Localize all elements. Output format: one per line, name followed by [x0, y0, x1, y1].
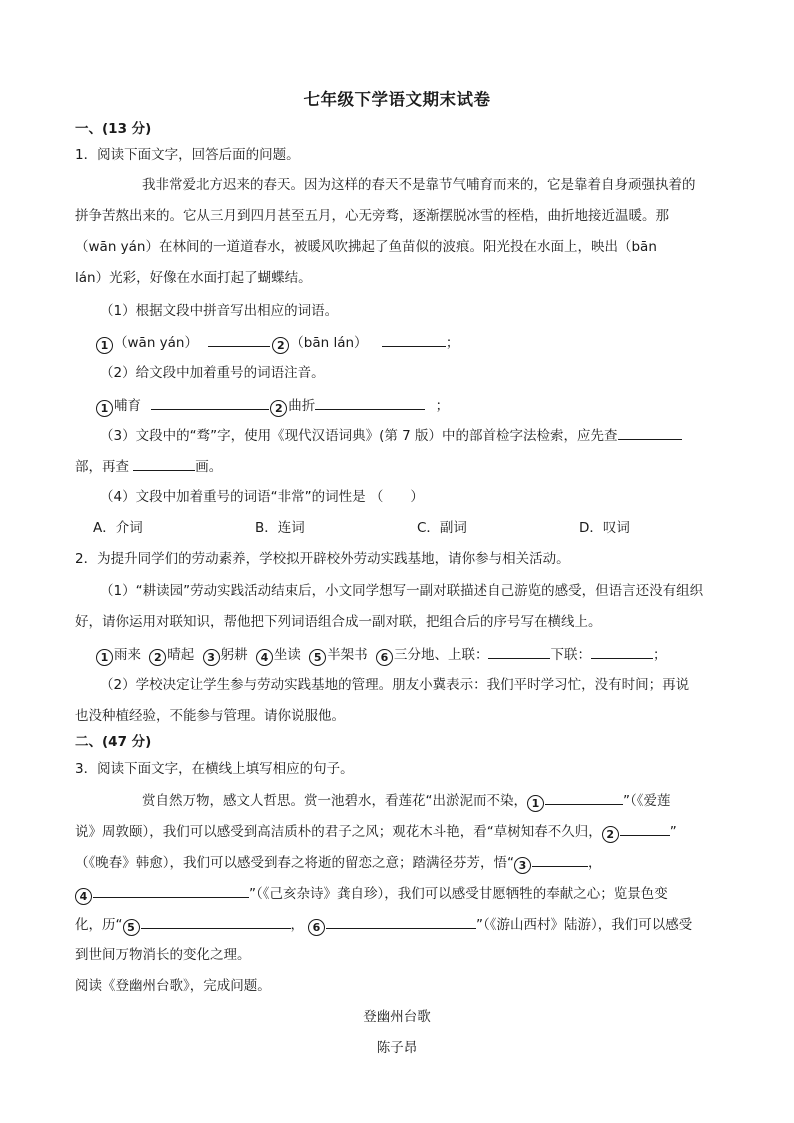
circle-number: 1 — [96, 337, 113, 354]
circle-number: 4 — [75, 888, 92, 905]
answer-blank[interactable] — [618, 426, 682, 440]
q3-line-4: 4 ”（《己亥杂诗》龚自珍），我们可以感受甘愿牺牲的奉献之心；览景色变 — [75, 884, 668, 905]
question-1-stem: 1．阅读下面文字，回答后面的问题。 — [75, 147, 300, 163]
subquestion-2-2-line-1: （2）学校决定让学生参与劳动实践基地的管理。朋友小冀表示：我们平时学习忙，没有时间；再说 — [100, 677, 690, 693]
circle-number: 2 — [602, 826, 619, 843]
circle-number: 5 — [123, 919, 140, 936]
couplet-word-list: 1 雨来 2 晴起 3 躬耕 4 坐读 5 半架书 6 三分地、上联： 下联： ； — [96, 645, 666, 666]
circle-number: 2 — [270, 400, 287, 417]
circle-number: 4 — [256, 649, 273, 666]
option-d[interactable]: D．叹词 — [579, 520, 630, 536]
answer-blank[interactable] — [382, 333, 446, 347]
subquestion-1-1-answers: 1 （wān yán） 2 （bān lán） ； — [96, 333, 459, 354]
answer-blank[interactable] — [545, 791, 623, 805]
q3-line-1: 赏自然万物，感文人哲思。赏一池碧水，看莲花“出淤泥而不染， 1 ”（《爱莲 — [142, 793, 671, 810]
circle-number: 5 — [309, 649, 326, 666]
circle-number: 1 — [96, 649, 113, 666]
q3-line-6: 到世间万物消长的变化之理。 — [75, 947, 251, 963]
circle-number: 6 — [376, 649, 393, 666]
choice-options — [0, 519, 794, 537]
q3-line-3: （《晚春》韩愈），我们可以感受到春之将逝的留恋之意；踏满径芬芳，悟“ 3 ， — [75, 855, 602, 872]
option-a[interactable]: A．介词 — [93, 520, 143, 536]
answer-blank[interactable] — [532, 853, 588, 867]
circle-number: 2 — [149, 649, 166, 666]
section-two-header: 二、(47 分) — [75, 734, 152, 750]
section-one-header: 一、(13 分) — [75, 121, 152, 137]
q3-line-5: 化，历“ 5 ， 6 ”（《游山西村》陆游），我们可以感受 — [75, 917, 693, 934]
subquestion-2-2-line-2: 也没种植经验，不能参与管理。请你说服他。 — [75, 708, 345, 724]
subquestion-1-3-cont: 部，再查 画。 — [75, 459, 223, 475]
poem-author: 陈子昂 — [376, 1040, 418, 1056]
option-b[interactable]: B．连词 — [255, 520, 305, 536]
passage-line-4: lán）光彩，好像在水面打起了蝴蝶结。 — [75, 270, 312, 286]
passage-line-3: （wān yán）在林间的一道道春水，被暖风吹拂起了鱼苗似的波痕。阳光投在水面上，映出（bān — [75, 239, 657, 255]
subquestion-2-1-line-1: （1）“耕读园”劳动实践活动结束后，小文同学想写一副对联描述自己游览的感受，但语言还没有组织 — [100, 583, 704, 599]
answer-blank[interactable] — [133, 457, 195, 471]
circle-number: 3 — [203, 649, 220, 666]
subquestion-1-1: （1）根据文段中拼音写出相应的词语。 — [100, 303, 339, 319]
answer-blank[interactable] — [141, 915, 291, 929]
passage-line-2: 拼争苦熬出来的。它从三月到四月甚至五月，心无旁骛，逐渐摆脱冰雪的桎梏，曲折地接近温暖。那 — [75, 208, 669, 224]
subquestion-1-2: （2）给文段中加着重号的词语注音。 — [100, 365, 325, 381]
passage-line-1: 我非常爱北方迟来的春天。因为这样的春天不是靠节气哺育而来的，它是靠着自身顽强执着的 — [142, 177, 696, 193]
subquestion-1-4: （4）文段中加着重号的词语“非常”的词性是 （ ） — [100, 489, 424, 505]
subquestion-1-2-answers: 1 哺育 2 曲折 ； — [96, 396, 449, 417]
circle-number: 1 — [527, 795, 544, 812]
answer-blank[interactable] — [620, 822, 670, 836]
circle-number: 3 — [514, 857, 531, 874]
poem-title: 登幽州台歌 — [363, 1009, 431, 1025]
answer-blank[interactable] — [93, 884, 249, 898]
q3-line-2: 说》周敦颐），我们可以感受到高洁质朴的君子之风；观花木斗艳，看“草树知春不久归， 2 ” — [75, 824, 677, 841]
circle-number: 2 — [272, 337, 289, 354]
option-c[interactable]: C．副词 — [417, 520, 467, 536]
question-3-stem: 3．阅读下面文字，在横线上填写相应的句子。 — [75, 761, 354, 777]
circle-number: 1 — [96, 400, 113, 417]
subquestion-1-3: （3）文段中的“骛”字，使用《现代汉语词典》(第 7 版）中的部首检字法检索，应先查 — [100, 426, 682, 445]
circle-number: 6 — [308, 919, 325, 936]
answer-blank[interactable] — [151, 396, 269, 410]
question-2-stem: 2．为提升同学们的劳动素养，学校拟开辟校外劳动实践基地，请你参与相关活动。 — [75, 551, 570, 567]
poem-instruction: 阅读《登幽州台歌》，完成问题。 — [75, 978, 271, 994]
answer-blank[interactable] — [315, 396, 425, 410]
document-title: 七年级下学语文期末试卷 — [303, 90, 491, 109]
answer-blank[interactable] — [326, 915, 476, 929]
answer-blank[interactable] — [208, 333, 270, 347]
subquestion-2-1-line-2: 好，请你运用对联知识，帮他把下列词语组合成一副对联，把组合后的序号写在横线上。 — [75, 614, 602, 630]
upper-couplet-blank[interactable] — [488, 645, 550, 659]
lower-couplet-blank[interactable] — [591, 645, 653, 659]
